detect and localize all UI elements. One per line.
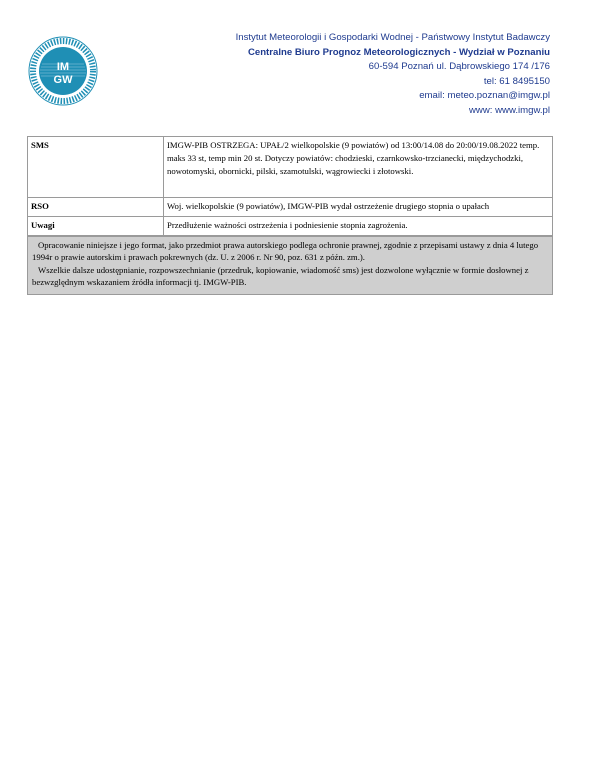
table-row-uwagi (28, 217, 553, 236)
institute-name: Instytut Meteorologii i Gospodarki Wodnej - Państwowy Instytut Badawczy (235, 32, 550, 43)
row-value-sms: IMGW-PIB OSTRZEGA: UPAŁ/2 wielkopolskie (9 powiatów) od 13:00/14.08 do 20:00/19.08.2022 temp. maks 33 st, temp min 20 st. Dotyczy powiatów: chodzieski, czarnkowsko-trzcianecki, międzychodzki, nowotomyski, obornicki, pilski, szamotulski, wągrowiecki i złotowski. (164, 137, 553, 198)
copyright-paragraph-1: Opracowanie niniejsze i jego format, jako przedmiot prawa autorskiego podlega ochronie prawnej, zgodnie z przepisami ustawy z dnia 4 lutego 1994r o prawie autorskim i prawach pokrewnych (dz. U. z 2006 r. Nr 90, poz. 631 z późn. zm.). (32, 240, 539, 263)
website: www: www.imgw.pl (468, 104, 550, 116)
row-label-rso: RSO (28, 198, 164, 217)
bureau-name: Centralne Biuro Prognoz Meteorologicznych - Wydział w Poznaniu (247, 46, 550, 58)
institution-header (150, 31, 550, 119)
row-label-sms: SMS (28, 137, 164, 198)
table-row-rso (28, 198, 553, 217)
row-value-rso: Woj. wielkopolskie (9 powiatów), IMGW-PIB wydał ostrzeżenie drugiego stopnia o upałach (164, 198, 553, 217)
row-label-uwagi: Uwagi (28, 217, 164, 236)
warning-table (27, 136, 553, 236)
copyright-paragraph-2: Wszelkie dalsze udostępnianie, rozpowszechnianie (przedruk, kopiowanie, wiadomość sms) jest dozwolone wyłącznie w formie dosłownej z bezwzględnym wskazaniem źródła informacji tj. IMGW-PIB. (32, 264, 529, 288)
email: email: meteo.poznan@imgw.pl (419, 90, 550, 102)
address: 60-594 Poznań ul. Dąbrowskiego 174 /176 (368, 61, 550, 73)
imgw-logo (28, 36, 98, 106)
copyright-notice (27, 236, 553, 295)
logo-letters-bottom: GW (53, 74, 73, 86)
row-value-uwagi: Przedłużenie ważności ostrzeżenia i podniesienie stopnia zagrożenia. (164, 217, 553, 236)
logo-letters-top: IM (56, 61, 70, 73)
phone: tel: 61 8495150 (483, 75, 550, 87)
table-row-sms (28, 137, 553, 198)
imgw-logo-graphic (28, 36, 98, 106)
